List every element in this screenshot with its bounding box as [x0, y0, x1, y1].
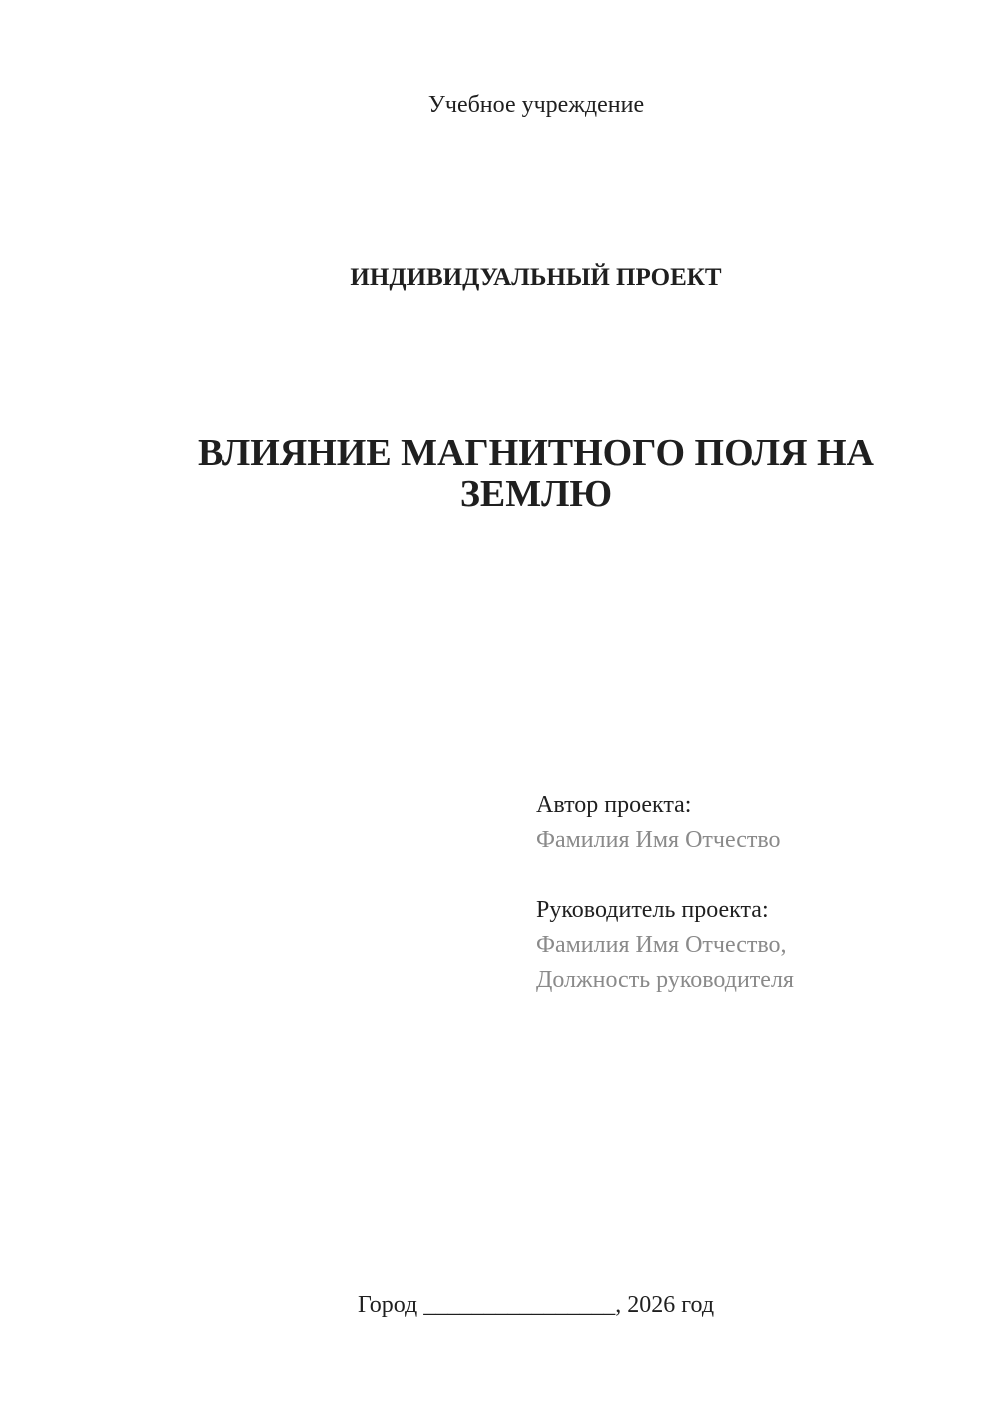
supervisor-label: Руководитель проекта:: [536, 897, 769, 923]
author-label: Автор проекта:: [536, 792, 692, 818]
year-text: , 2026 год: [615, 1292, 715, 1318]
supervisor-name-placeholder: Фамилия Имя Отчество,: [536, 932, 787, 958]
project-type-heading: ИНДИВИДУАЛЬНЫЙ ПРОЕКТ: [350, 264, 722, 291]
city-label: Город: [357, 1292, 418, 1318]
footer-line: [143, 1291, 929, 1320]
institution-line: Учебное учреждение: [427, 92, 645, 118]
author-name-placeholder: Фамилия Имя Отчество: [536, 827, 781, 853]
author-section: [536, 788, 956, 858]
supervisor-section: [536, 893, 956, 998]
city-blank-line: ________________: [423, 1292, 616, 1318]
supervisor-position-placeholder: Должность руководителя: [536, 967, 794, 993]
project-title: ВЛИЯНИЕ МАГНИТНОГО ПОЛЯ НА ЗЕМЛЮ: [197, 432, 874, 515]
